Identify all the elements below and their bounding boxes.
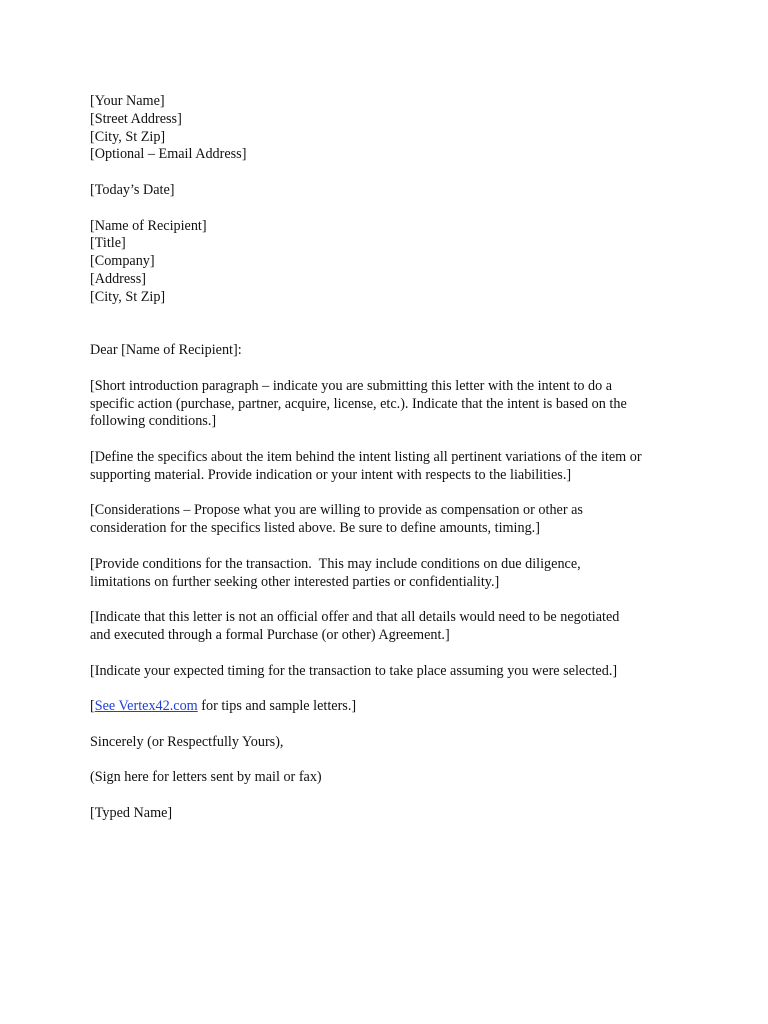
spacer — [90, 538, 690, 556]
paragraph-conditions — [90, 556, 690, 592]
paragraph-tips — [90, 698, 690, 716]
spacer — [90, 360, 690, 378]
spacer — [90, 680, 690, 698]
sender-email: [Optional – Email Address] — [90, 146, 247, 163]
paragraph-line: [Short introduction paragraph – indicate you are submitting this letter with the intent to do a — [90, 377, 613, 394]
paragraph-intro — [90, 378, 690, 431]
paragraph-line: and executed through a formal Purchase (or other) Agreement.] — [90, 626, 450, 643]
sender-name: [Your Name] — [90, 93, 165, 109]
paragraph-line: specific action (purchase, partner, acquire, license, etc.). Indicate that the intent is based on the — [90, 395, 627, 412]
recipient-block — [90, 218, 690, 307]
spacer — [90, 431, 690, 449]
paragraph-line: [Considerations – Propose what you are willing to provide as compensation or other as — [90, 502, 583, 519]
closing: Sincerely (or Respectfully Yours), — [90, 733, 284, 750]
recipient-company: [Company] — [90, 253, 155, 270]
paragraph-line: following conditions.] — [90, 413, 217, 430]
paragraph-line: [Define the specifics about the item behind the intent listing all pertinent variations of the item or — [90, 448, 642, 465]
spacer — [90, 485, 690, 503]
tips-open-bracket: [ — [90, 698, 95, 715]
recipient-name: [Name of Recipient] — [90, 217, 207, 234]
paragraph-line: [Indicate that this letter is not an official offer and that all details would need to be negotiated — [90, 609, 620, 626]
recipient-city: [City, St Zip] — [90, 288, 166, 305]
paragraph-line: consideration for the specifics listed above. Be sure to define amounts, timing.] — [90, 520, 540, 537]
recipient-address: [Address] — [90, 270, 146, 287]
paragraph-specifics — [90, 449, 690, 485]
typed-name: [Typed Name] — [90, 804, 173, 821]
salutation: Dear [Name of Recipient]: — [90, 342, 242, 359]
vertex42-link[interactable]: See Vertex42.com — [94, 698, 198, 715]
spacer — [90, 716, 690, 734]
recipient-title: [Title] — [90, 235, 126, 252]
paragraph-line: supporting material. Provide indication or your intent with respects to the liabilities.] — [90, 466, 572, 483]
paragraph-timing: [Indicate your expected timing for the transaction to take place assuming you were selected.] — [90, 662, 618, 679]
letter-body — [90, 93, 690, 823]
spacer — [90, 751, 690, 769]
signature-note: (Sign here for letters sent by mail or fax) — [90, 769, 322, 786]
paragraph-not-offer — [90, 609, 690, 645]
paragraph-line: limitations on further seeking other interested parties or confidentiality.] — [90, 573, 500, 590]
sender-city: [City, St Zip] — [90, 128, 166, 145]
spacer — [90, 164, 690, 182]
spacer — [90, 591, 690, 609]
spacer — [90, 787, 690, 805]
spacer — [90, 307, 690, 343]
letter-date: [Today’s Date] — [90, 181, 175, 198]
spacer — [90, 200, 690, 218]
paragraph-line: [Provide conditions for the transaction. This may include conditions on due diligence, — [90, 555, 581, 572]
sender-street: [Street Address] — [90, 110, 182, 127]
paragraph-considerations — [90, 502, 690, 538]
spacer — [90, 645, 690, 663]
sender-block — [90, 93, 690, 164]
tips-text: for tips and sample letters.] — [197, 698, 357, 715]
